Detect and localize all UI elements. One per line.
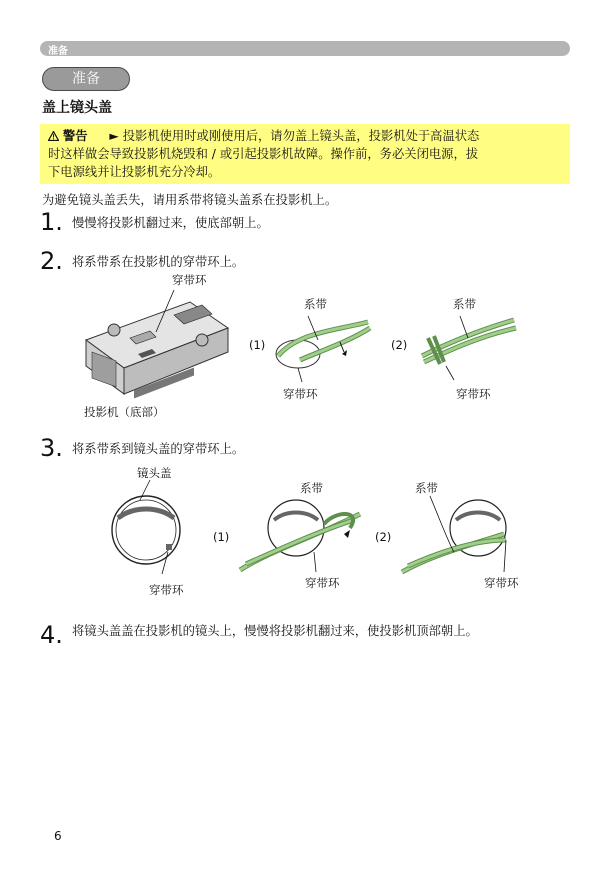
step-2-number: 2. [40,247,63,275]
cap-strap-step1-illustration [232,490,372,576]
fig2-loop-label: 穿带环 [172,273,207,287]
warning-line-2: 时这样做会导致投影机烧毁和 / 或引起投影机故障。操作前，务必关闭电源，拔 [48,147,479,161]
fig3-cap-label: 镜头盖 [137,466,172,480]
page-number: 6 [54,829,62,843]
warning-line-1 [48,128,479,144]
strap-attach-step1-illustration [268,312,380,384]
chapter-header-bar [40,41,570,56]
cap-strap-step2-illustration [394,490,534,576]
projector-bottom-illustration [78,282,238,407]
fig3-sub1-marker: (1) [213,530,230,544]
fig2-sub1-marker: (1) [249,338,266,352]
step-4-text: 将镜头盖盖在投影机的镜头上，慢慢将投影机翻过来，使投影机顶部朝上。 [72,624,478,638]
chapter-header-label: 准备 [48,46,68,57]
lens-cap-illustration [106,478,190,582]
step-3-number: 3. [40,434,63,462]
fig3-sub2-marker: (2) [375,530,392,544]
fig3-sub2-strap-label: 系带 [415,481,438,495]
warning-line-3: 下电源线并让投影机充分冷却。 [48,165,221,179]
warning-triangle-icon [48,131,59,141]
fig2-sub1-loop-label: 穿带环 [283,387,318,401]
fig2-sub2-loop-label: 穿带环 [456,387,491,401]
intro-text: 为避免镜头盖丢失，请用系带将镜头盖系在投影机上。 [42,193,338,207]
fig2-sub2-strap-label: 系带 [453,297,476,311]
warning-title: 警告 [62,129,88,143]
fig3-sub2-loop-label: 穿带环 [484,576,519,590]
fig3-sub1-strap-label: 系带 [300,481,323,495]
warning-text-1: ► 投影机使用时或刚使用后，请勿盖上镜头盖，投影机处于高温状态 [109,129,480,143]
step-2-text: 将系带系在投影机的穿带环上。 [72,255,245,269]
fig2-sub2-marker: (2) [391,338,408,352]
page-heading: 盖上镜头盖 [42,100,112,116]
section-title-pill: 准备 [42,67,130,91]
fig3-sub1-loop-label: 穿带环 [305,576,340,590]
warning-box [40,124,570,184]
fig2-sub1-strap-label: 系带 [304,297,327,311]
step-4-number: 4. [40,621,63,649]
fig2-projector-label: 投影机（底部） [84,405,165,419]
step-1-text: 慢慢将投影机翻过来，使底部朝上。 [72,216,269,230]
strap-attach-step2-illustration [410,312,522,384]
fig3-loop-label: 穿带环 [149,583,184,597]
step-3-text: 将系带系到镜头盖的穿带环上。 [72,442,245,456]
step-1-number: 1. [40,208,63,236]
